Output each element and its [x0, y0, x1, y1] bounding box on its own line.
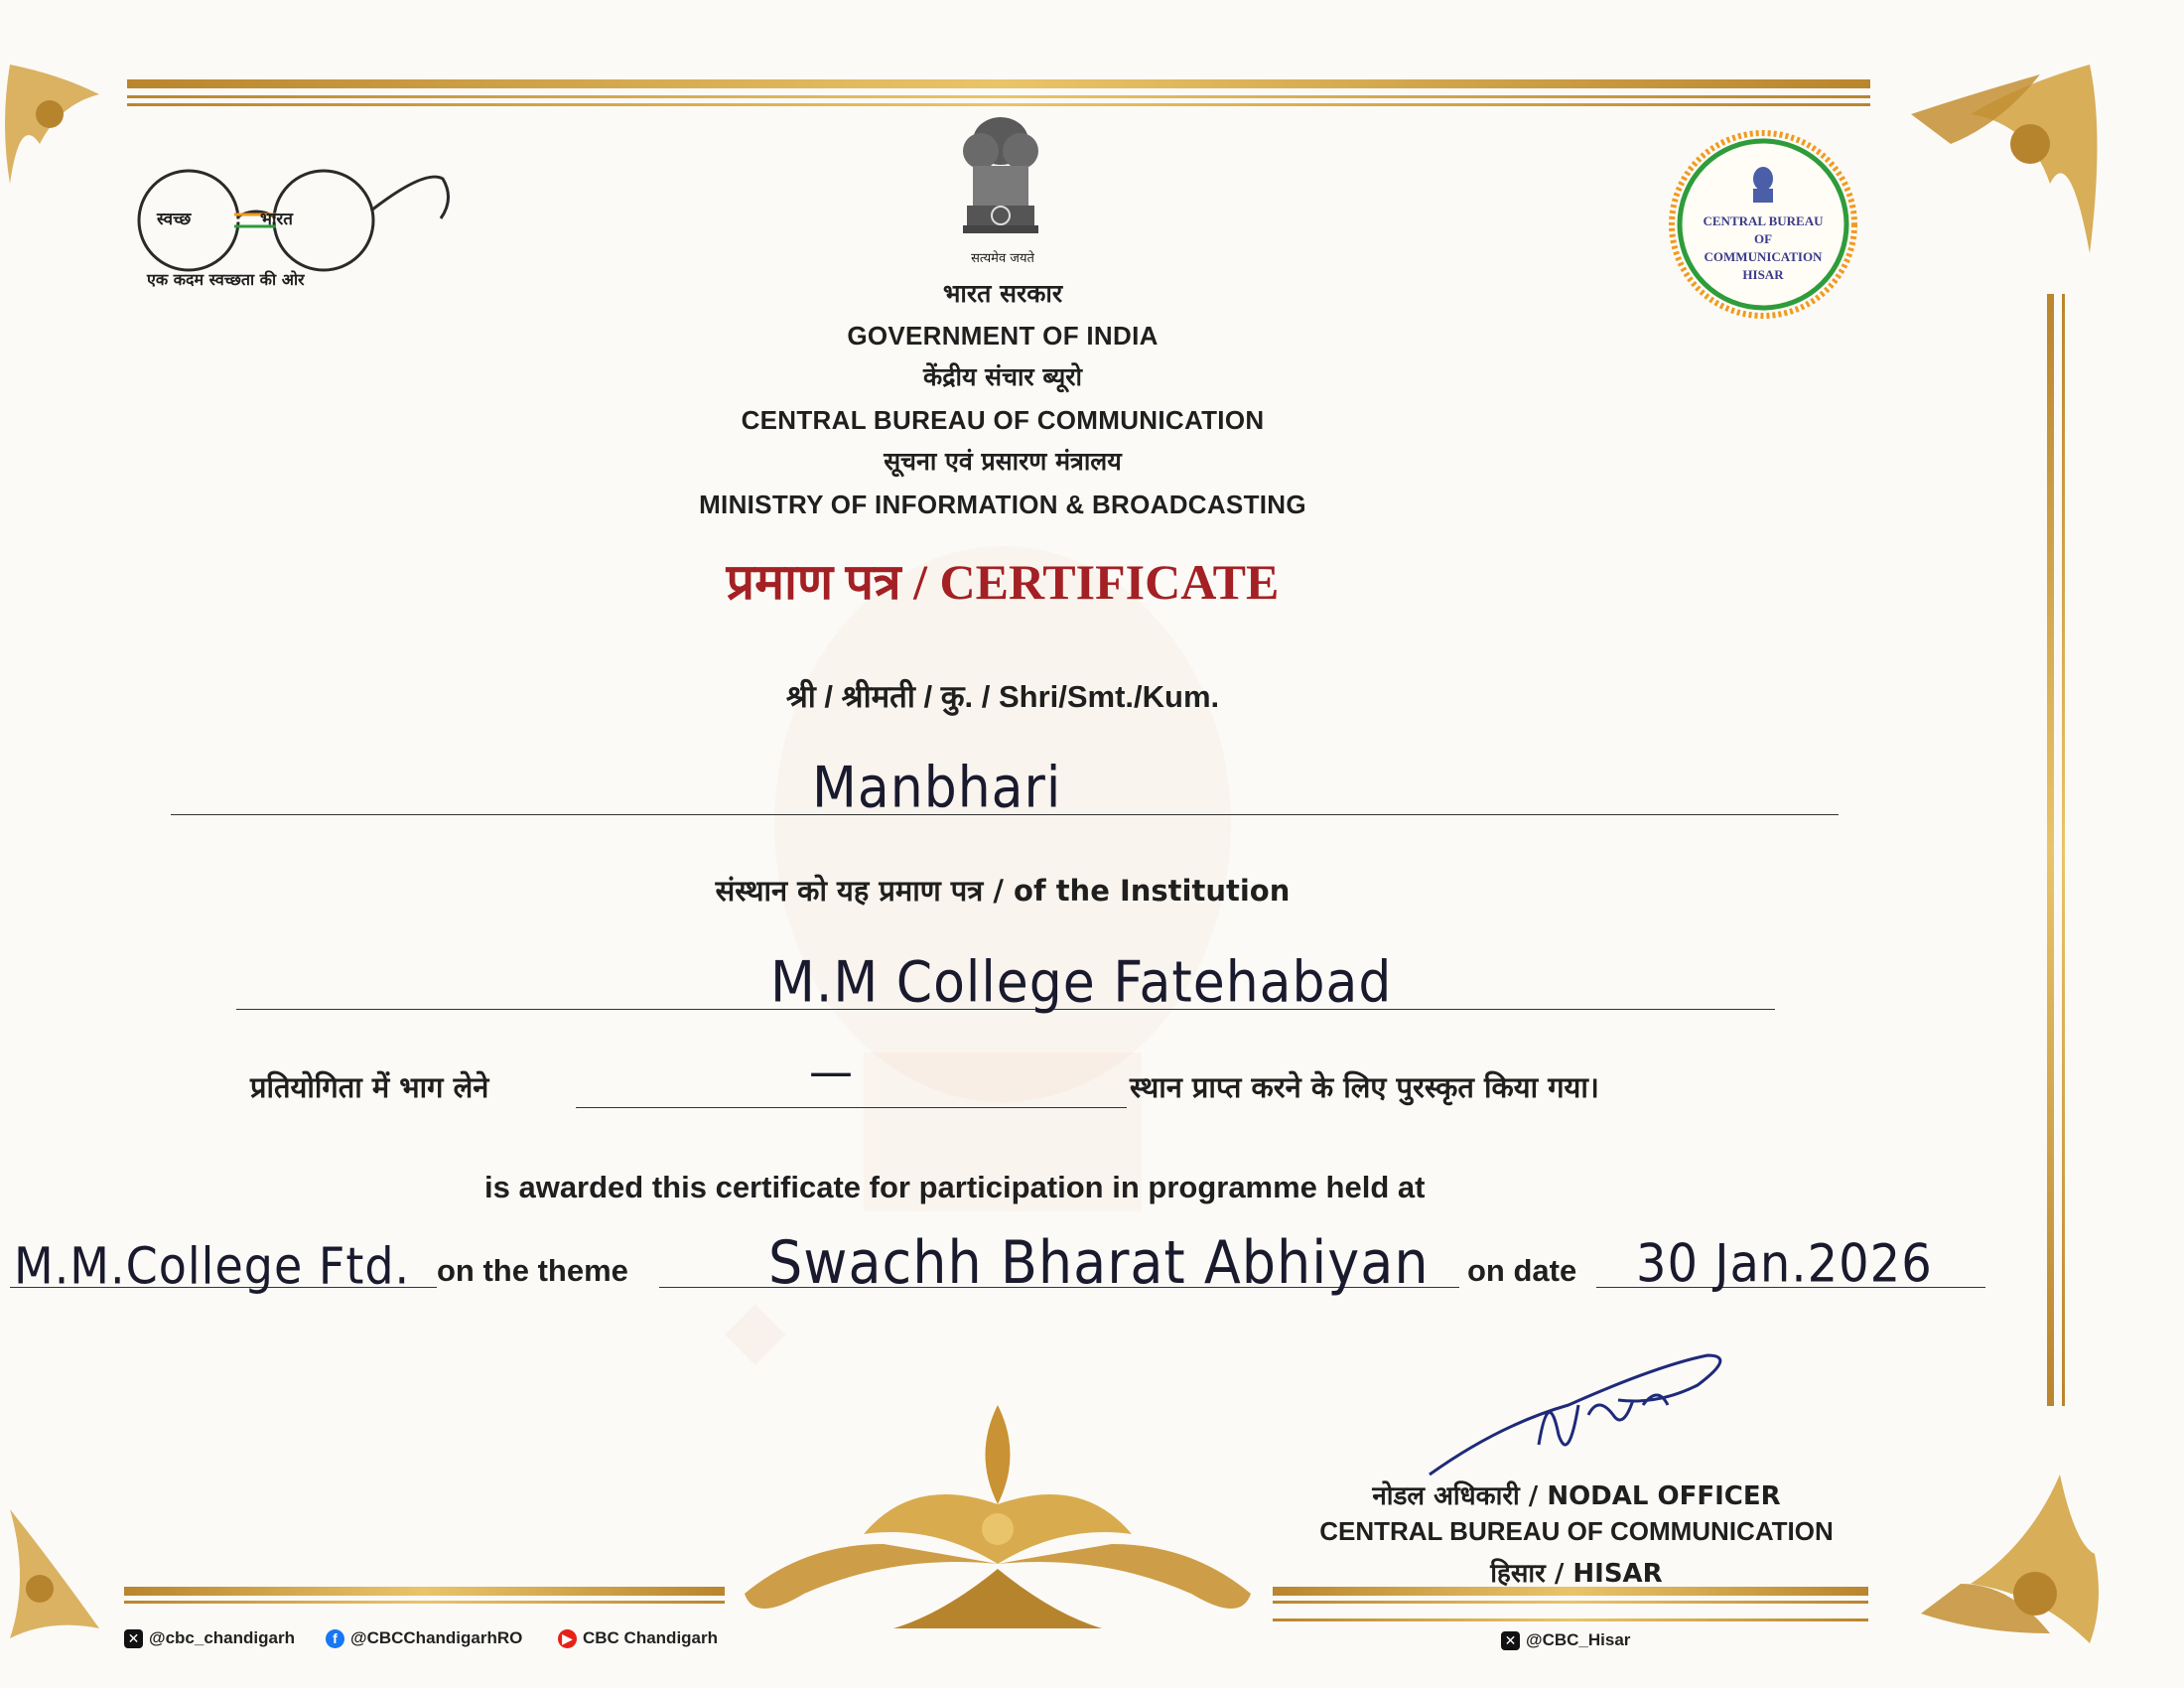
institution-name: M.M College Fatehabad: [770, 950, 1393, 1016]
govt-hindi: भारत सरकार: [942, 279, 1063, 308]
twitter-left-handle: @cbc_chandigarh: [149, 1628, 295, 1647]
bottom-left-border-line: [124, 1587, 725, 1596]
swachh-logo-left-text: स्वच्छ: [157, 210, 192, 229]
certificate-title: प्रमाण पत्र / CERTIFICATE: [726, 554, 1280, 610]
govt-english: GOVERNMENT OF INDIA: [847, 321, 1159, 351]
venue-value: M.M.College Ftd.: [14, 1236, 411, 1296]
seal-line-3: COMMUNICATION: [1704, 249, 1823, 264]
cbc-seal-text: [1668, 212, 1858, 284]
top-border-line-thin: [127, 95, 1870, 98]
emblem-watermark: ◆: [725, 1281, 786, 1374]
institution-label: संस्थान को यह प्रमाण पत्र / of the Institution: [715, 874, 1291, 908]
national-emblem-icon: [951, 111, 1050, 250]
youtube-icon: ▶: [558, 1629, 577, 1648]
recipient-name: Manbhari: [812, 756, 1062, 821]
twitter-right[interactable]: [1501, 1630, 1630, 1650]
x-twitter-icon-right: ✕: [1501, 1631, 1520, 1650]
signatory-organization: CENTRAL BUREAU OF COMMUNICATION: [1319, 1516, 1834, 1546]
facebook-icon: f: [326, 1629, 344, 1648]
bottom-left-border-line-thin: [124, 1601, 725, 1604]
twitter-right-handle: @CBC_Hisar: [1526, 1630, 1631, 1649]
seal-line-4: HISAR: [1742, 267, 1784, 282]
position-line: [576, 1107, 1127, 1108]
corner-ornament-top-right: [1891, 55, 2100, 263]
emblem-watermark-shape: [695, 496, 1310, 1350]
seal-line-1: CENTRAL BUREAU: [1703, 213, 1824, 228]
top-border-line: [127, 79, 1870, 88]
date-value: 30 Jan.2026: [1636, 1233, 1933, 1295]
corner-ornament-bottom-right: [1891, 1435, 2100, 1653]
signatory-place: हिसार / HISAR: [1490, 1559, 1663, 1589]
position-value: —: [809, 1044, 854, 1100]
competition-label-right: स्थान प्राप्त करने के लिए पुरस्कृत किया गया।: [1130, 1070, 1599, 1104]
youtube-link[interactable]: [558, 1628, 718, 1648]
officer-signature: [1420, 1345, 1737, 1494]
theme-value: Swachh Bharat Abhiyan: [768, 1227, 1430, 1298]
nodal-officer-title: नोडल अधिकारी / NODAL OFFICER: [1372, 1481, 1781, 1511]
bottom-center-ornament: [745, 1395, 1251, 1633]
right-border-line-thin: [2062, 294, 2065, 1406]
theme-label: on the theme: [437, 1253, 628, 1288]
bottom-right-border-line-thin: [1273, 1601, 1868, 1604]
right-border-line: [2047, 294, 2054, 1406]
twitter-left[interactable]: [124, 1628, 295, 1648]
salutation-label: श्री / श्रीमती / कु. / Shri/Smt./Kum.: [785, 679, 1220, 714]
swachh-logo-right-text: भारत: [260, 210, 293, 229]
youtube-handle: CBC Chandigarh: [583, 1628, 718, 1647]
x-twitter-icon: ✕: [124, 1629, 143, 1648]
awarded-text: is awarded this certificate for participation in programme held at: [484, 1170, 1426, 1204]
facebook-handle: @CBCChandigarhRO: [350, 1628, 523, 1647]
date-label: on date: [1467, 1253, 1577, 1288]
ministry-hindi: सूचना एवं प्रसारण मंत्रालय: [884, 447, 1122, 476]
cbc-hindi: केंद्रीय संचार ब्यूरो: [923, 362, 1082, 391]
emblem-motto: सत्यमेव जयते: [971, 251, 1034, 266]
corner-ornament-top-left: [0, 55, 109, 194]
seal-line-2: OF: [1753, 231, 1773, 246]
ministry-english: MINISTRY OF INFORMATION & BROADCASTING: [699, 490, 1306, 519]
swachh-logo-tagline: एक कदम स्वच्छता की ओर: [147, 270, 305, 289]
bottom-right-border-line-thin-2: [1273, 1618, 1868, 1621]
competition-label-left: प्रतियोगिता में भाग लेने: [250, 1070, 489, 1104]
corner-ornament-bottom-left: [0, 1499, 109, 1648]
cbc-english: CENTRAL BUREAU OF COMMUNICATION: [741, 405, 1265, 435]
top-border-line-thin-2: [127, 103, 1870, 106]
facebook-link[interactable]: [326, 1628, 522, 1648]
